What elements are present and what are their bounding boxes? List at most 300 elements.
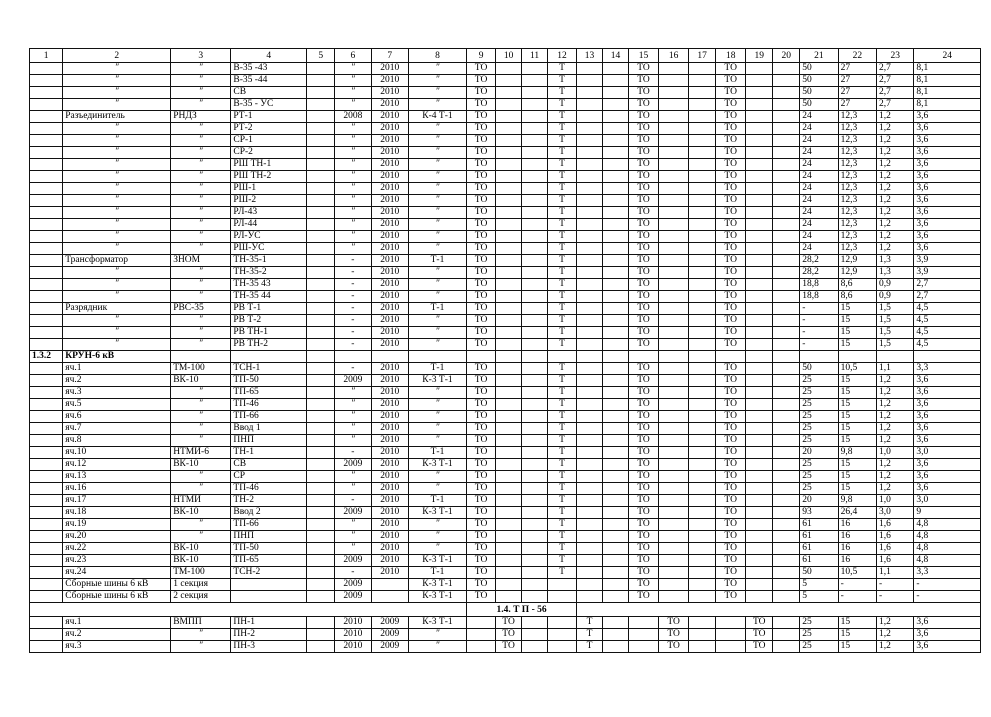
table-cell — [603, 495, 629, 507]
table-cell: ТО — [467, 75, 496, 87]
table-cell: СВ — [231, 87, 307, 99]
table-cell: 2,7 — [914, 291, 981, 303]
table-cell: яч.13 — [63, 471, 171, 483]
table-cell: - — [800, 315, 838, 327]
table-cell — [603, 375, 629, 387]
table-cell: ТО — [467, 207, 496, 219]
table-cell: 15 — [838, 315, 876, 327]
table-cell: 2009 — [371, 629, 408, 641]
table-cell: 12,9 — [838, 255, 876, 267]
table-cell: 1,0 — [877, 495, 914, 507]
table-cell: ″ — [63, 99, 171, 111]
table-cell: 12,3 — [838, 183, 876, 195]
table-cell — [307, 231, 335, 243]
table-cell: 15 — [838, 387, 876, 399]
table-cell: ТО — [467, 135, 496, 147]
table-cell: ТО — [628, 423, 658, 435]
table-cell: ″ — [335, 219, 371, 231]
table-cell: 20 — [800, 447, 838, 459]
table-cell — [307, 171, 335, 183]
table-cell: 93 — [800, 507, 838, 519]
table-cell: 1,2 — [877, 219, 914, 231]
table-cell: Т — [548, 99, 577, 111]
table-cell — [307, 375, 335, 387]
table-cell: 1,5 — [877, 303, 914, 315]
table-cell — [496, 195, 522, 207]
table-cell — [522, 63, 548, 75]
table-cell: ″ — [171, 87, 231, 99]
table-cell: ВК-10 — [171, 375, 231, 387]
table-cell: - — [914, 591, 981, 603]
table-cell: Ввод 2 — [231, 507, 307, 519]
table-cell — [689, 519, 716, 531]
table-cell: 0,9 — [877, 291, 914, 303]
table-cell: ″ — [408, 135, 466, 147]
table-cell: 2010 — [371, 339, 408, 351]
table-cell — [773, 411, 800, 423]
table-cell — [30, 423, 63, 435]
table-cell: ТО — [628, 459, 658, 471]
table-cell — [496, 567, 522, 579]
table-cell: ТО — [467, 63, 496, 75]
table-cell — [307, 75, 335, 87]
table-cell — [307, 483, 335, 495]
table-cell — [746, 579, 773, 591]
table-cell — [773, 399, 800, 411]
table-cell: 24 — [800, 195, 838, 207]
table-cell — [659, 243, 689, 255]
table-cell: ТО — [716, 183, 746, 195]
table-cell: 0,9 — [877, 279, 914, 291]
table-row — [30, 435, 981, 447]
table-cell — [30, 339, 63, 351]
table-cell — [30, 219, 63, 231]
table-cell — [30, 183, 63, 195]
table-cell: 8,1 — [914, 87, 981, 99]
column-number: 6 — [335, 49, 371, 63]
table-cell — [689, 75, 716, 87]
table-cell: РВ Т-1 — [231, 303, 307, 315]
table-cell: - — [335, 327, 371, 339]
table-cell: 4,5 — [914, 315, 981, 327]
table-cell — [30, 291, 63, 303]
table-cell — [577, 183, 603, 195]
table-cell — [689, 255, 716, 267]
table-cell: Т-1 — [408, 567, 466, 579]
table-cell — [522, 423, 548, 435]
table-cell: 1,2 — [877, 123, 914, 135]
table-cell — [307, 135, 335, 147]
table-cell: РТ-2 — [231, 123, 307, 135]
table-cell — [522, 219, 548, 231]
table-cell — [689, 315, 716, 327]
table-cell: 3,0 — [914, 447, 981, 459]
table-cell: ″ — [171, 387, 231, 399]
table-cell: ТО — [716, 231, 746, 243]
table-cell: 1,2 — [877, 399, 914, 411]
table-cell: ТО — [716, 171, 746, 183]
table-cell: 15 — [838, 375, 876, 387]
table-cell: Т — [548, 471, 577, 483]
table-cell: ТП-65 — [231, 387, 307, 399]
table-cell — [746, 555, 773, 567]
table-cell: 1,2 — [877, 423, 914, 435]
table-cell: ТО — [467, 447, 496, 459]
table-cell: яч.12 — [63, 459, 171, 471]
table-cell: ТО — [628, 471, 658, 483]
table-cell — [603, 579, 629, 591]
table-cell — [307, 641, 335, 653]
table-cell: 3,6 — [914, 411, 981, 423]
table-cell — [496, 351, 522, 363]
table-cell — [689, 423, 716, 435]
table-cell: ТО — [716, 471, 746, 483]
table-row — [30, 87, 981, 99]
table-cell — [577, 435, 603, 447]
table-cell: 2,7 — [877, 75, 914, 87]
table-row — [30, 75, 981, 87]
table-cell: ТО — [746, 641, 773, 653]
table-cell: 25 — [800, 435, 838, 447]
table-cell — [689, 641, 716, 653]
table-cell: яч.19 — [63, 519, 171, 531]
table-cell: КРУН-6 кВ — [63, 351, 171, 363]
table-cell: 12,3 — [838, 219, 876, 231]
table-cell — [496, 339, 522, 351]
table-cell — [30, 629, 63, 641]
table-cell: Т — [548, 339, 577, 351]
table-cell — [689, 435, 716, 447]
table-cell: ″ — [408, 99, 466, 111]
table-cell: Т — [548, 363, 577, 375]
table-cell: ″ — [335, 87, 371, 99]
table-cell: - — [877, 591, 914, 603]
table-cell — [307, 411, 335, 423]
table-cell — [659, 519, 689, 531]
table-cell — [746, 567, 773, 579]
table-cell: ″ — [171, 267, 231, 279]
table-cell: ТО — [628, 243, 658, 255]
table-cell — [603, 641, 629, 653]
table-cell: ТО — [628, 399, 658, 411]
table-cell — [689, 171, 716, 183]
table-cell: РВС-35 — [171, 303, 231, 315]
table-cell — [467, 351, 496, 363]
table-cell: РШ-1 — [231, 183, 307, 195]
table-cell — [496, 423, 522, 435]
table-cell: ТН-35 44 — [231, 291, 307, 303]
table-cell — [522, 183, 548, 195]
table-cell — [746, 387, 773, 399]
table-cell — [30, 207, 63, 219]
table-cell — [746, 75, 773, 87]
table-cell — [689, 447, 716, 459]
table-cell — [577, 267, 603, 279]
table-cell — [603, 315, 629, 327]
table-cell: ″ — [171, 531, 231, 543]
table-cell: 15 — [838, 483, 876, 495]
table-cell — [746, 291, 773, 303]
table-row — [30, 629, 981, 641]
table-cell: ТО — [716, 579, 746, 591]
table-cell: ″ — [335, 171, 371, 183]
table-cell: ТО — [628, 75, 658, 87]
table-cell: 2009 — [335, 375, 371, 387]
table-cell: 27 — [838, 87, 876, 99]
table-cell: 24 — [800, 231, 838, 243]
table-cell — [577, 231, 603, 243]
table-cell — [603, 147, 629, 159]
table-cell: Т — [548, 291, 577, 303]
table-row — [30, 459, 981, 471]
table-cell — [307, 617, 335, 629]
table-cell — [746, 435, 773, 447]
table-cell — [522, 399, 548, 411]
table-row — [30, 617, 981, 629]
table-cell — [603, 279, 629, 291]
register-sheet — [29, 48, 981, 676]
table-cell: яч.2 — [63, 629, 171, 641]
table-cell: 12,3 — [838, 243, 876, 255]
table-cell: ТН-2 — [231, 495, 307, 507]
table-cell — [30, 135, 63, 147]
table-cell — [773, 629, 800, 641]
table-cell: ТСН-2 — [231, 567, 307, 579]
table-cell: Т — [548, 423, 577, 435]
table-cell: 10,5 — [838, 363, 876, 375]
table-cell — [716, 641, 746, 653]
table-cell — [689, 291, 716, 303]
table-cell — [577, 219, 603, 231]
table-cell — [522, 411, 548, 423]
table-cell — [659, 339, 689, 351]
table-cell — [577, 255, 603, 267]
table-cell: 2,7 — [877, 99, 914, 111]
table-cell: ″ — [335, 435, 371, 447]
table-cell: ″ — [63, 195, 171, 207]
table-cell: 3,6 — [914, 435, 981, 447]
table-cell: ″ — [335, 63, 371, 75]
table-row — [30, 63, 981, 75]
table-cell — [689, 111, 716, 123]
table-cell: 20 — [800, 495, 838, 507]
table-cell — [467, 629, 496, 641]
table-cell — [30, 543, 63, 555]
table-cell — [603, 399, 629, 411]
table-row — [30, 447, 981, 459]
table-cell: Т — [548, 231, 577, 243]
table-cell — [30, 447, 63, 459]
table-cell: ТО — [716, 495, 746, 507]
table-cell: ТО — [628, 219, 658, 231]
table-cell: ТО — [628, 195, 658, 207]
table-cell: ТО — [716, 519, 746, 531]
table-cell: СВ — [231, 459, 307, 471]
table-cell: 4,5 — [914, 339, 981, 351]
table-cell — [30, 243, 63, 255]
table-cell — [307, 327, 335, 339]
table-cell: ТО — [467, 327, 496, 339]
table-cell — [746, 315, 773, 327]
table-cell — [659, 363, 689, 375]
table-cell: 15 — [838, 459, 876, 471]
table-cell: - — [800, 339, 838, 351]
table-cell: ″ — [335, 423, 371, 435]
table-cell — [689, 267, 716, 279]
table-cell: ″ — [335, 159, 371, 171]
table-cell — [689, 243, 716, 255]
table-cell: 50 — [800, 363, 838, 375]
table-cell: ″ — [171, 135, 231, 147]
table-cell — [773, 267, 800, 279]
table-row — [30, 207, 981, 219]
table-cell: ТО — [628, 147, 658, 159]
table-cell: ТО — [716, 447, 746, 459]
table-cell: Т — [548, 243, 577, 255]
table-cell — [773, 375, 800, 387]
table-cell: 4,5 — [914, 303, 981, 315]
table-cell — [659, 279, 689, 291]
table-cell: ТО — [716, 135, 746, 147]
table-cell: 3,9 — [914, 255, 981, 267]
table-cell: ″ — [408, 483, 466, 495]
table-cell: ″ — [171, 243, 231, 255]
table-cell — [496, 87, 522, 99]
table-cell: 24 — [800, 207, 838, 219]
table-cell — [659, 291, 689, 303]
table-cell: 2009 — [335, 579, 371, 591]
table-cell — [773, 447, 800, 459]
table-cell: 3,6 — [914, 471, 981, 483]
table-cell — [577, 543, 603, 555]
table-cell: яч.20 — [63, 531, 171, 543]
table-cell: 61 — [800, 555, 838, 567]
table-cell — [522, 471, 548, 483]
table-cell: Т — [548, 375, 577, 387]
table-cell: яч.7 — [63, 423, 171, 435]
table-cell — [773, 519, 800, 531]
table-cell — [496, 207, 522, 219]
table-cell — [659, 267, 689, 279]
table-cell: ТО — [716, 375, 746, 387]
table-cell — [522, 519, 548, 531]
table-cell: яч.22 — [63, 543, 171, 555]
table-cell — [307, 435, 335, 447]
table-cell — [773, 207, 800, 219]
table-row — [30, 135, 981, 147]
table-cell — [746, 495, 773, 507]
table-cell — [659, 567, 689, 579]
table-cell: 2010 — [371, 303, 408, 315]
table-cell: ″ — [408, 219, 466, 231]
table-cell — [307, 495, 335, 507]
table-cell: 15 — [838, 399, 876, 411]
table-cell — [659, 423, 689, 435]
table-cell: ТО — [716, 99, 746, 111]
table-cell — [773, 303, 800, 315]
table-cell — [746, 255, 773, 267]
table-row — [30, 267, 981, 279]
table-cell — [603, 351, 629, 363]
table-cell: ″ — [171, 315, 231, 327]
table-cell — [496, 231, 522, 243]
table-cell: 3,3 — [914, 567, 981, 579]
table-cell: ТМ-100 — [171, 567, 231, 579]
table-cell: ТО — [467, 315, 496, 327]
table-cell: 12,9 — [838, 267, 876, 279]
table-cell: ТО — [716, 555, 746, 567]
table-cell: 2010 — [371, 135, 408, 147]
table-cell: 1,2 — [877, 629, 914, 641]
table-cell: ″ — [63, 75, 171, 87]
table-cell: 2010 — [371, 219, 408, 231]
table-cell — [548, 579, 577, 591]
table-cell: яч.3 — [63, 641, 171, 653]
table-cell — [746, 99, 773, 111]
table-cell — [522, 629, 548, 641]
table-cell: 2010 — [371, 531, 408, 543]
table-cell — [603, 183, 629, 195]
table-cell: 2010 — [371, 99, 408, 111]
table-cell — [689, 483, 716, 495]
table-cell: 1,2 — [877, 387, 914, 399]
table-cell: 1,2 — [877, 207, 914, 219]
table-cell: ТО — [716, 75, 746, 87]
table-cell: ″ — [408, 75, 466, 87]
table-cell: 2010 — [371, 399, 408, 411]
table-cell: ВМПП — [171, 617, 231, 629]
table-cell: К-3 Т-1 — [408, 375, 466, 387]
table-cell: 1.3.2 — [30, 351, 63, 363]
table-row — [30, 171, 981, 183]
table-cell: - — [335, 363, 371, 375]
table-cell — [659, 399, 689, 411]
table-cell: ТО — [496, 641, 522, 653]
table-cell — [773, 315, 800, 327]
table-cell: ″ — [171, 171, 231, 183]
table-cell — [30, 87, 63, 99]
table-cell: 24 — [800, 123, 838, 135]
table-cell — [689, 507, 716, 519]
table-cell: 2009 — [371, 617, 408, 629]
table-cell — [689, 207, 716, 219]
table-cell — [746, 507, 773, 519]
table-cell — [603, 87, 629, 99]
column-number: 19 — [746, 49, 773, 63]
table-cell — [773, 75, 800, 87]
table-cell: 2009 — [335, 555, 371, 567]
table-cell: ТО — [628, 183, 658, 195]
table-row — [30, 123, 981, 135]
table-cell — [603, 135, 629, 147]
table-cell — [30, 471, 63, 483]
table-cell: 4,8 — [914, 555, 981, 567]
table-cell — [689, 123, 716, 135]
table-cell: - — [335, 339, 371, 351]
table-cell: Т — [548, 483, 577, 495]
table-cell — [307, 387, 335, 399]
table-cell — [30, 507, 63, 519]
table-cell — [577, 483, 603, 495]
table-cell — [496, 75, 522, 87]
table-cell: 2,7 — [877, 63, 914, 75]
table-cell: РВ Т-2 — [231, 315, 307, 327]
column-number: 10 — [496, 49, 522, 63]
table-cell — [577, 375, 603, 387]
table-cell — [307, 363, 335, 375]
table-cell — [30, 459, 63, 471]
table-cell — [773, 567, 800, 579]
